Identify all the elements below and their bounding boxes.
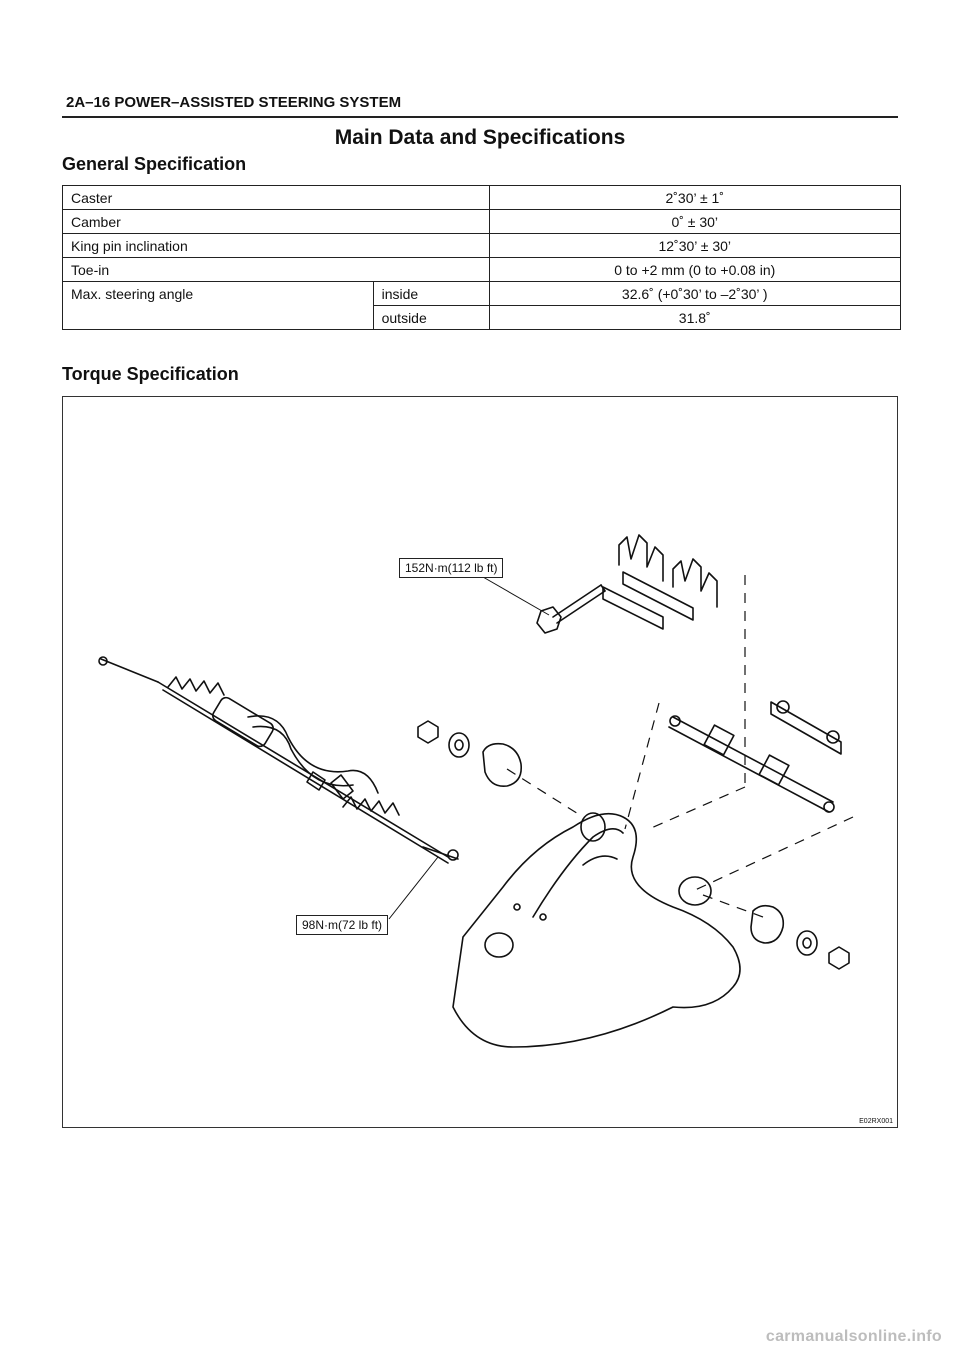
table-row [63,210,901,234]
torque-callout-tie-rod: 98N·m(72 lb ft) [296,915,388,935]
steering-rack [99,657,458,863]
spec-label: King pin inclination [63,234,490,258]
cross-shaft [669,716,834,812]
spec-value: 32.6˚ (+0˚30’ to –2˚30’ ) [489,282,900,306]
spec-label: Toe-in [63,258,490,282]
table-row [63,258,901,282]
spec-label: Caster [63,186,490,210]
table-row [63,234,901,258]
spec-sublabel: inside [373,282,489,306]
torque-callout-bolt: 152N·m(112 lb ft) [399,558,503,578]
spec-value: 0 to +2 mm (0 to +0.08 in) [489,258,900,282]
figure-code: E02RX001 [859,1118,893,1125]
left-bushing-set [418,721,521,786]
spec-value: 2˚30’ ± 1˚ [489,186,900,210]
page-header [62,92,898,118]
header-title: 2A–16 POWER–ASSISTED STEERING SYSTEM [66,94,402,111]
shim-plate [771,701,841,754]
general-spec-table [62,185,901,330]
spec-value: 12˚30’ ± 30’ [489,234,900,258]
general-spec-title: General Specification [62,154,247,174]
spec-sublabel: outside [373,306,489,330]
main-title: Main Data and Specifications [334,126,626,149]
spec-value: 31.8˚ [489,306,900,330]
mounting-bolt [537,585,605,633]
watermark: carmanualsonline.info [765,1328,942,1345]
table-row [63,282,901,306]
upper-control-arm [453,813,740,1047]
spec-label: Max. steering angle [63,282,374,330]
table-row [63,186,901,210]
steering-assembly-drawing [63,397,897,1127]
exploded-view-figure [62,396,898,1128]
stopper-plates [603,535,717,629]
spec-value: 0˚ ± 30’ [489,210,900,234]
alignment-lines [507,575,853,917]
right-bushing-set [751,906,849,969]
spec-label: Camber [63,210,490,234]
torque-spec-title: Torque Specification [62,364,239,384]
